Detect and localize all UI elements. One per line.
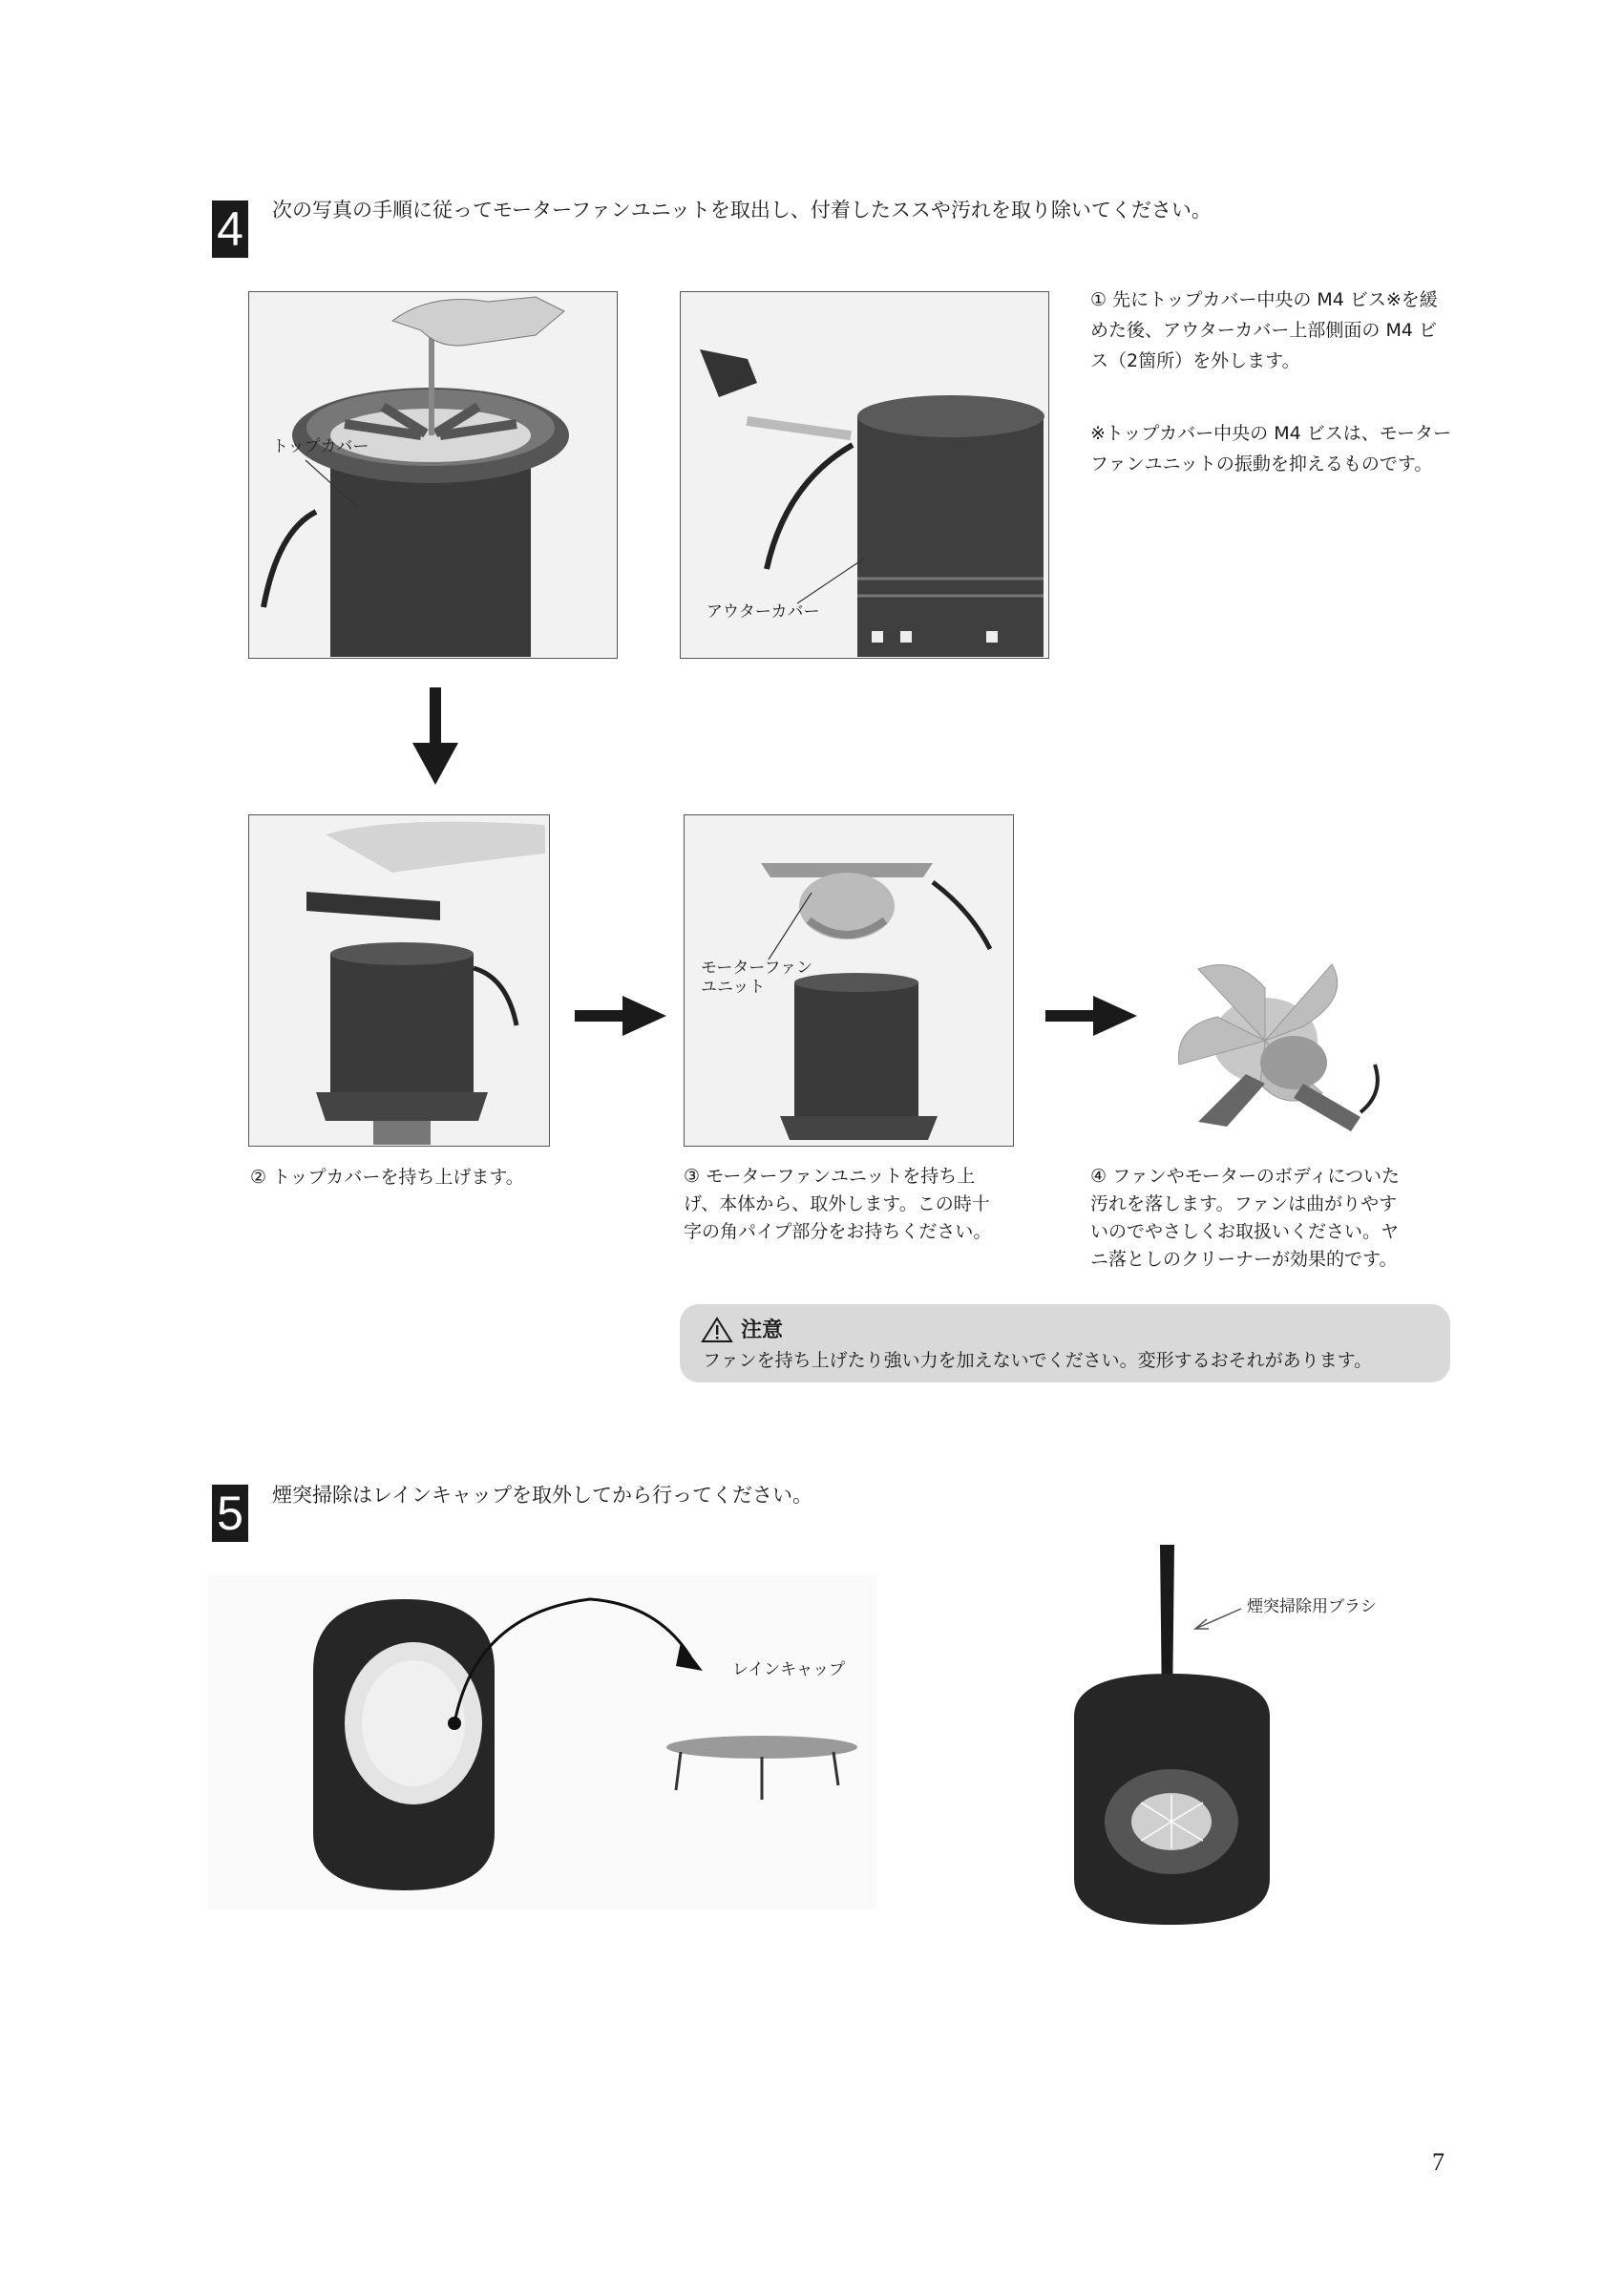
step-5-badge: 5: [212, 1485, 248, 1542]
photo-lift-top-cover: [248, 814, 550, 1147]
step-4-heading: 次の写真の手順に従ってモーターファンユニットを取出し、付着したススや汚れを取り除いてください。: [272, 199, 1212, 221]
note-1b-line: ※トップカバー中央の M4 ビスは、モーター: [1090, 423, 1451, 444]
page-number: 7: [1432, 2148, 1445, 2176]
warning-triangle-icon: [701, 1317, 733, 1343]
down-arrow-icon: [409, 687, 462, 788]
caption-3: [684, 1163, 991, 1246]
label-outer-cover: アウターカバー: [707, 602, 820, 622]
caption-4: [1090, 1163, 1400, 1274]
fan-unit-image: [1160, 950, 1389, 1136]
right-arrow-icon: [575, 996, 668, 1036]
leader-line-outer-cover: [792, 554, 869, 611]
label-top-cover: トップカバー: [272, 437, 369, 456]
note-1: [1090, 285, 1438, 376]
caution-box: [680, 1304, 1450, 1382]
label-motor-fan-2: ユニット: [701, 978, 766, 997]
caption-3-line: 字の角パイプ部分をお持ちください。: [684, 1221, 992, 1242]
note-1b-line: ファンユニットの振動を抑えるものです。: [1090, 453, 1433, 475]
note-1-line: ① 先にトップカバー中央の M4 ビス※を緩: [1090, 289, 1438, 310]
note-1b: [1090, 418, 1451, 479]
caption-4-line: ニ落としのクリーナーが効果的です。: [1090, 1249, 1398, 1270]
label-motor-fan-1: モーターファン: [701, 959, 813, 978]
note-1-line: めた後、アウターカバー上部側面の M4 ビ: [1090, 320, 1437, 341]
caption-4-line: いのでやさしくお取扱いください。ヤ: [1090, 1221, 1400, 1242]
label-brush: 煙突掃除用ブラシ: [1247, 1597, 1377, 1616]
brush-leader-arrow-icon: [1192, 1606, 1244, 1633]
leader-line-motor-fan: [764, 888, 821, 964]
right-arrow-icon: [1045, 996, 1139, 1036]
label-rain-cap: レインキャップ: [732, 1660, 846, 1679]
step-5-heading: 煙突掃除はレインキャップを取外してから行ってください。: [272, 1484, 812, 1507]
leader-line-top-cover: [304, 458, 361, 516]
caption-3-line: げ、本体から、取外します。この時十: [684, 1193, 990, 1214]
caption-4-line: 汚れを落します。ファンは曲がりやす: [1090, 1193, 1398, 1214]
caption-3-line: ③ モーターファンユニットを持ち上: [684, 1166, 976, 1187]
caption-4-line: ④ ファンやモーターのボディについた: [1090, 1166, 1401, 1187]
step-4-badge: 4: [212, 200, 248, 258]
note-1-line: ス（2箇所）を外します。: [1090, 350, 1300, 371]
caution-text: ファンを持ち上げたり強い力を加えないでください。変形するおそれがあります。: [703, 1350, 1373, 1371]
caution-title: 注意: [741, 1318, 784, 1342]
caption-2: ② トップカバーを持ち上げます。: [250, 1167, 524, 1188]
chimney-rain-cap-image: [208, 1575, 876, 1909]
